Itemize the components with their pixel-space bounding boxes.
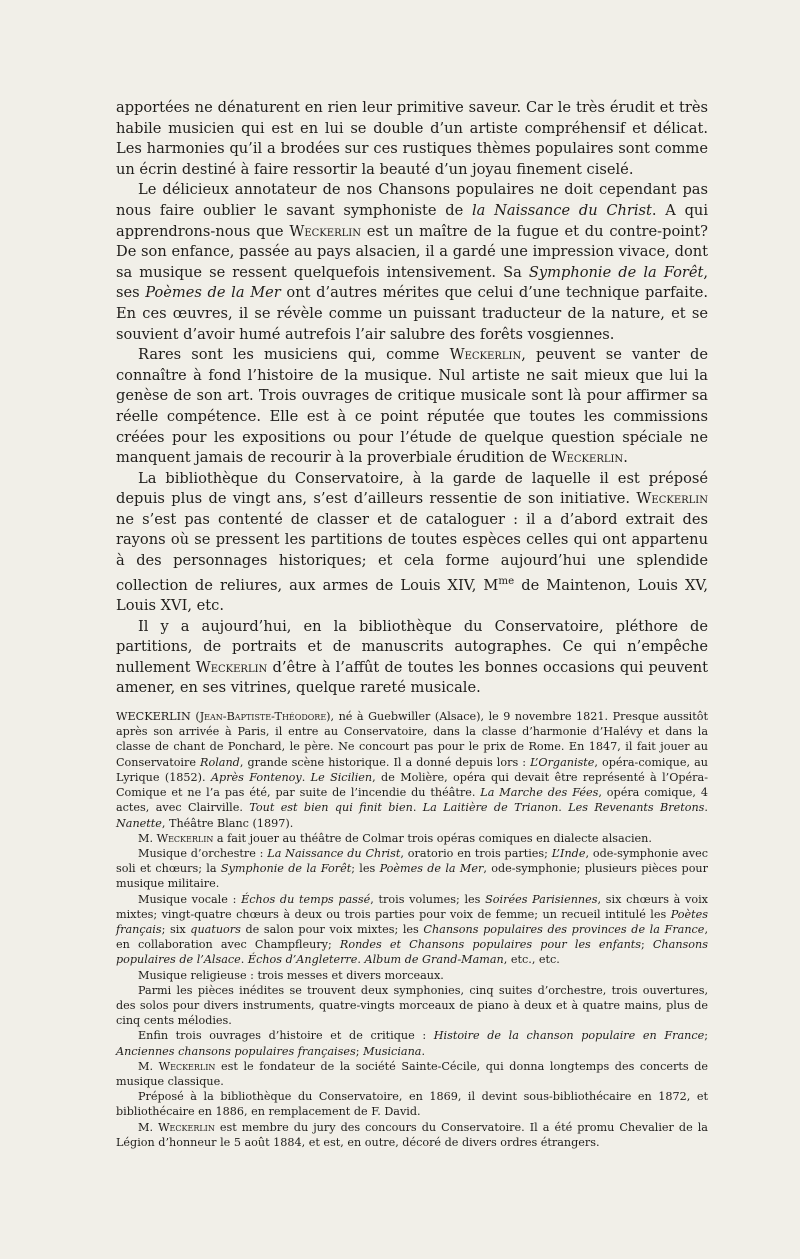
note-paragraph: Préposé à la bibliothèque du Conservatoire, en 1869, il devint sous-bibliothécaire en 1872, et bibliothécaire en 1886, en remplacement de F. David. xyxy=(116,1090,708,1119)
page xyxy=(116,98,708,1150)
main-text xyxy=(116,98,708,699)
note-paragraph: Musique religieuse : trois messes et divers morceaux. xyxy=(138,968,444,982)
note-paragraph: M. Weckerlin est membre du jury des concours du Conservatoire. Il a été promu Chevalier de la Légion d’honneur le 5 août 1884, et est, en outre, décoré de divers ordres étrangers. xyxy=(116,1120,708,1149)
biography-notes xyxy=(116,709,708,1150)
paragraph: La bibliothèque du Conservatoire, à la garde de laquelle il est préposé depuis plus de vingt ans, s’est d’ailleurs ressentie de son initiative. Weckerlin ne s’est pas contenté de classer et de cataloguer : il a d’abord extrait des rayons où se pressent les partitions de toutes espèces celles qui ont appartenu à des personnages historiques; et cela forme aujourd’hui une splendide collection de reliures, aux armes de Louis XIV, $M^{me}$ de Maintenon, Louis XV, Louis XVI, etc. xyxy=(116,469,708,615)
note-paragraph: Musique vocale : Échos du temps passé, trois volumes; les Soirées Parisiennes, six chœurs à voix mixtes; vingt-quatre chœurs à deux ou trois parties pour voix de femme; un recueil intitulé les Poètes français; six quatuors de salon pour voix mixtes; les Chansons populaires des provinces de la France, en collaboration avec Champfleury; Rondes et Chansons populaires pour les enfants; Chansons populaires de l’Alsace. Échos d’Angleterre. Album de Grand-Maman, etc., etc. xyxy=(116,892,708,967)
note-paragraph: Musique d’orchestre : La Naissance du Christ, oratorio en trois parties; L’Inde, ode-symphonie avec soli et chœurs; la Symphonie de la Forêt; les Poèmes de la Mer, ode-symphonie; plusieurs pièces pour musique militaire. xyxy=(116,846,708,891)
note-paragraph: Parmi les pièces inédites se trouvent deux symphonies, cinq suites d’orchestre, trois ouvertures, des solos pour divers instruments, quatre-vingts morceaux de piano à deux et à quatre mains, plus de cinq cents mélodies. xyxy=(116,983,708,1028)
note-paragraph: M. Weckerlin est le fondateur de la société Sainte-Cécile, qui donna longtemps des concerts de musique classique. xyxy=(116,1059,708,1088)
paragraph: Rares sont les musiciens qui, comme Weckerlin, peuvent se vanter de connaître à fond l’histoire de la musique. Nul artiste ne sait mieux que lui la genèse de son art. Trois ouvrages de critique musicale sont là pour affirmer sa réelle compétence. Elle est à ce point réputée que toutes les commissions créées pour les expositions ou pour l’étude de quelque question spéciale ne manquent jamais de recourir à la proverbiale érudition de Weckerlin. xyxy=(116,346,708,467)
paragraph: Il y a aujourd’hui, en la bibliothèque du Conservatoire, pléthore de partitions, de portraits et de manuscrits autographes. Ce qui n’empêche nullement Weckerlin d’être à l’affût de toutes les bonnes occasions qui peuvent amener, en ses vitrines, quelque rareté musicale. xyxy=(116,617,708,697)
paragraph: Le délicieux annotateur de nos Chansons populaires ne doit cependant pas nous faire oublier le savant symphoniste de la Naissance du Christ. A qui apprendrons-nous que Weckerlin est un maître de la fugue et du contre-point? De son enfance, passée au pays alsacien, il a gardé une impression vivace, dont sa musique se ressent quelquefois intensivement. Sa Symphonie de la Forêt, ses Poèmes de la Mer ont d’autres mérites que celui d’une technique parfaite. En ces œuvres, il se révèle comme un puissant traducteur de la nature, et se souvient d’avoir humé autrefois l’air salubre des forêts vosgiennes. xyxy=(116,181,708,343)
note-paragraph: WECKERLIN (Jean-Baptiste-Théodore), né à Guebwiller (Alsace), le 9 novembre 1821. Presque aussitôt après son arrivée à Paris, il entre au Conservatoire, dans la classe d’harmonie d’Halévy et dans la classe de chant de Ponchard, le père. Ne concourt pas pour le prix de Rome. En 1847, il fait jouer au Conservatoire Roland, grande scène historique. Il a donné depuis lors : L’Organiste, opéra-comique, au Lyrique (1852). Après Fontenoy. Le Sicilien, de Molière, opéra qui devait être représenté à l’Opéra-Comique et ne l’a pas été, par suite de l’incendie du théâtre. La Marche des Fées, opéra comique, 4 actes, avec Clairville. Tout est bien qui finit bien. La Laitière de Trianon. Les Revenants Bretons. Nanette, Théâtre Blanc (1897). xyxy=(116,710,709,830)
paragraph: apportées ne dénaturent en rien leur primitive saveur. Car le très érudit et très habile musicien qui est en lui se double d’un artiste compréhensif et délicat. Les harmonies qu’il a brodées sur ces rustiques thèmes populaires sont comme un écrin destiné à faire ressortir la beauté d’un joyau finement ciselé. xyxy=(116,99,708,178)
note-paragraph: Enfin trois ouvrages d’histoire et de critique : Histoire de la chanson populaire en France; Anciennes chansons populaires françaises; Musiciana. xyxy=(116,1029,708,1058)
note-paragraph: M. Weckerlin a fait jouer au théâtre de Colmar trois opéras comiques en dialecte alsacien. xyxy=(138,831,652,845)
